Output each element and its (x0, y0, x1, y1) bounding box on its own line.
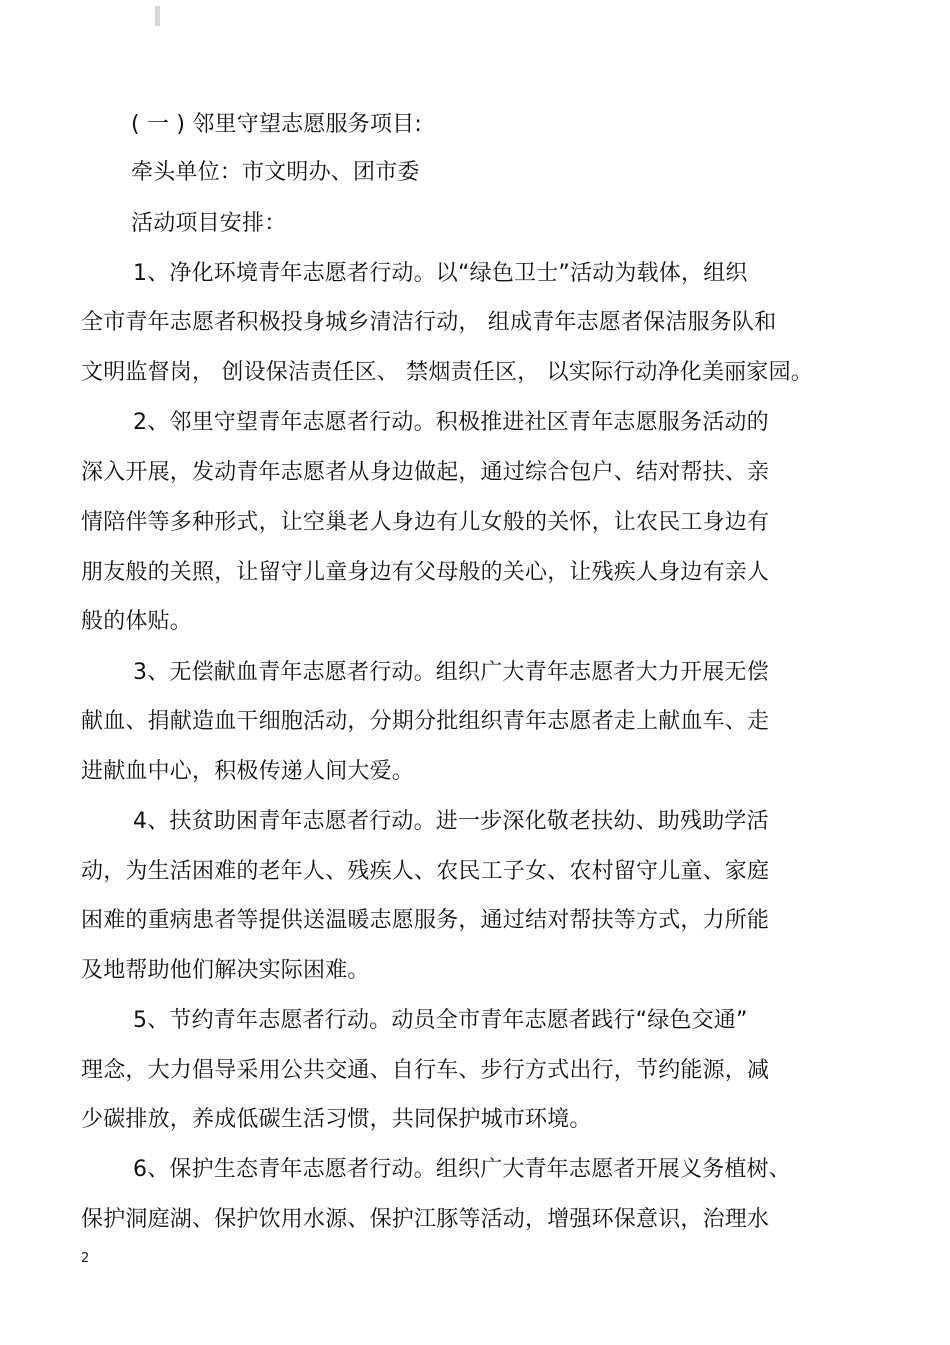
item-5-line-1: 5、节约青年志愿者行动。动员全市青年志愿者践行“绿色交通” (133, 1008, 748, 1033)
item-2-line-1: 2、邻里守望青年志愿者行动。积极推进社区青年志愿服务活动的 (133, 410, 769, 435)
item-2-line-5: 般的体贴。 (81, 609, 193, 634)
item-1-line-2: 全市青年志愿者积极投身城乡清洁行动， 组成青年志愿者保洁服务队和 (81, 310, 777, 335)
item-3-line-3: 进献血中心，积极传递人间大爱。 (81, 759, 415, 784)
top-margin-mark (155, 6, 160, 26)
item-3-line-1: 3、无偿献血青年志愿者行动。组织广大青年志愿者大力开展无偿 (133, 660, 769, 685)
arrangement-label: 活动项目安排： (131, 211, 287, 236)
item-2-line-3: 情陪伴等多种形式，让空巢老人身边有儿女般的关怀，让农民工身边有 (81, 510, 770, 535)
item-2-line-2: 深入开展，发动青年志愿者从身边做起，通过综合包户、结对帮扶、亲 (81, 460, 770, 485)
item-4-line-4: 及地帮助他们解决实际困难。 (81, 958, 370, 983)
item-1-line-1: 1、净化环境青年志愿者行动。以“绿色卫士”活动为载体，组织 (133, 261, 748, 286)
item-1-line-3: 文明监督岗， 创设保洁责任区、 禁烟责任区， 以实际行动净化美丽家园。 (81, 360, 813, 385)
item-4-line-2: 动，为生活困难的老年人、残疾人、农民工子女、农村留守儿童、家庭 (81, 859, 770, 884)
item-2-line-4: 朋友般的关照，让留守儿童身边有父母般的关心，让残疾人身边有亲人 (81, 560, 770, 585)
item-5-line-2: 理念，大力倡导采用公共交通、自行车、步行方式出行，节约能源，减 (81, 1058, 770, 1083)
lead-unit-line: 牵头单位：市文明办、团市委 (131, 160, 420, 185)
item-3-line-2: 献血、捐献造血干细胞活动，分期分批组织青年志愿者走上献血车、走 (81, 709, 770, 734)
item-4-line-3: 困难的重病患者等提供送温暖志愿服务，通过结对帮扶等方式，力所能 (81, 908, 770, 933)
item-6-line-2: 保护洞庭湖、保护饮用水源、保护江豚等活动，增强环保意识，治理水 (81, 1207, 770, 1232)
item-5-line-3: 少碳排放，养成低碳生活习惯，共同保护城市环境。 (81, 1107, 592, 1132)
page-number: 2 (81, 1251, 90, 1266)
item-4-line-1: 4、扶贫助困青年志愿者行动。进一步深化敬老扶幼、助残助学活 (133, 809, 769, 834)
item-6-line-1: 6、保护生态青年志愿者行动。组织广大青年志愿者开展义务植树、 (133, 1157, 791, 1182)
section-heading: ( 一 ) 邻里守望志愿服务项目: (131, 112, 422, 137)
